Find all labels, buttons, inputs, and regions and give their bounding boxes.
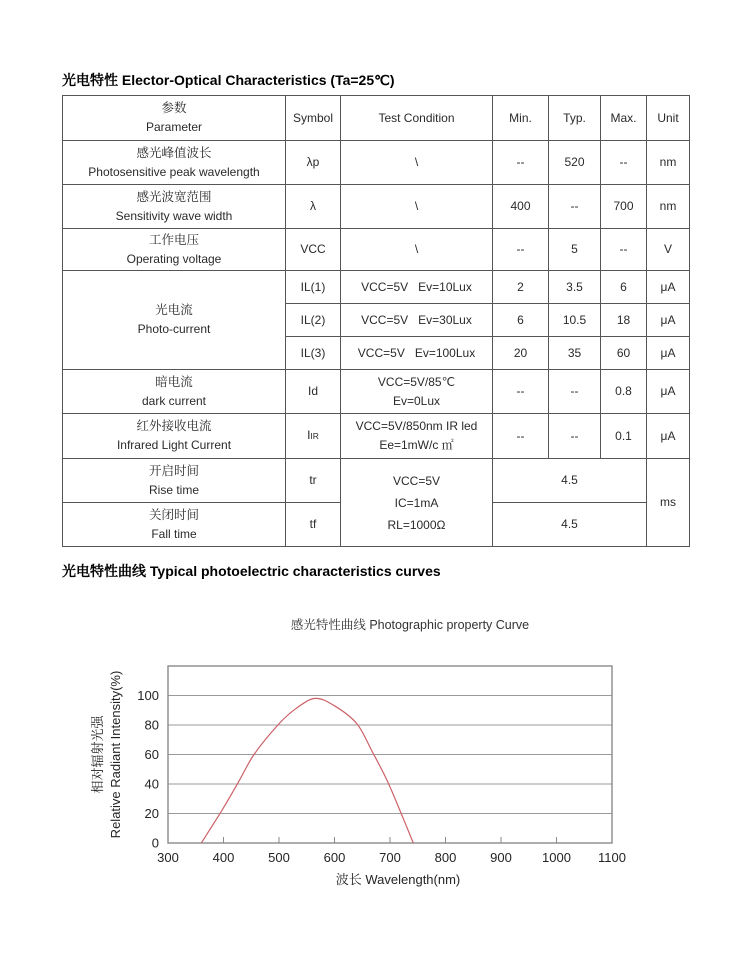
dark-condition (341, 370, 493, 414)
rise-value: 4.5 (493, 459, 647, 503)
fall-parameter (63, 503, 286, 547)
header-unit: Unit (647, 96, 690, 141)
dark-cond-line1: VCC=5V/85℃ (377, 374, 456, 389)
peak-zh: 感光峰值波长 (136, 145, 212, 160)
rise-en: Rise time (148, 482, 199, 497)
ir-cond-line2: Ee=1mW/c ㎡ (379, 438, 454, 452)
dark-en: dark current (141, 393, 207, 408)
il2-typ: 10.5 (549, 304, 601, 337)
voltage-condition: \ (341, 229, 493, 271)
table-row (63, 141, 690, 185)
il1-typ: 3.5 (549, 271, 601, 304)
header-condition: Test Condition (341, 96, 493, 141)
voltage-unit: V (647, 229, 690, 271)
photocurrent-zh: 光电流 (155, 303, 193, 317)
il1-condition: VCC=5V Ev=10Lux (341, 271, 493, 304)
peak-parameter (63, 141, 286, 185)
voltage-en: Operating voltage (126, 251, 222, 266)
rise-symbol: tr (286, 459, 341, 503)
svg-text:1100: 1100 (598, 850, 626, 865)
dark-max: 0.8 (601, 370, 647, 414)
il1-unit: μA (647, 271, 690, 304)
il3-condition: VCC=5V Ev=100Lux (341, 337, 493, 370)
chart-title: 感光特性曲线 Photographic property Curve (290, 618, 530, 632)
range-unit: nm (647, 185, 690, 229)
dark-parameter (63, 370, 286, 414)
header-parameter (63, 96, 286, 141)
svg-text:500: 500 (268, 850, 290, 865)
voltage-parameter (63, 229, 286, 271)
svg-text:400: 400 (212, 850, 235, 865)
time-unit: ms (647, 459, 690, 547)
svg-text:20: 20 (144, 806, 159, 821)
ir-zh: 红外接收电流 (136, 419, 212, 433)
il2-symbol: IL(2) (286, 304, 341, 337)
range-condition: \ (341, 185, 493, 229)
peak-unit: nm (647, 141, 690, 185)
time-cond-line3: RL=1000Ω (387, 517, 446, 532)
electro-optical-table (62, 95, 690, 547)
range-min: 400 (493, 185, 549, 229)
dark-unit: μA (647, 370, 690, 414)
peak-typ: 520 (549, 141, 601, 185)
header-typ: Typ. (549, 96, 601, 141)
il3-symbol: IL(3) (286, 337, 341, 370)
range-max: 700 (601, 185, 647, 229)
dark-cond-line2: Ev=0Lux (392, 393, 441, 408)
ir-max: 0.1 (601, 414, 647, 459)
fall-zh: 关闭时间 (148, 507, 199, 522)
peak-max: -- (601, 141, 647, 185)
fall-value: 4.5 (493, 503, 647, 547)
svg-text:700: 700 (379, 850, 401, 865)
svg-text:40: 40 (144, 776, 159, 792)
time-cond-line2: IC=1mA (394, 495, 439, 510)
fall-symbol: tf (286, 503, 341, 547)
voltage-min: -- (493, 229, 549, 271)
il3-typ: 35 (549, 337, 601, 370)
svg-text:900: 900 (490, 850, 512, 865)
table-row (63, 370, 690, 414)
rise-parameter (63, 459, 286, 503)
range-parameter (63, 185, 286, 229)
svg-text:100: 100 (137, 688, 159, 703)
ir-condition (341, 414, 493, 459)
voltage-symbol: VCC (286, 229, 341, 271)
svg-text:60: 60 (144, 747, 159, 762)
y-axis-label-zh: 相对辐射光强 (90, 715, 105, 794)
ir-en: Infrared Light Current (116, 438, 232, 452)
range-zh: 感光波宽范围 (136, 189, 212, 204)
il3-unit: μA (647, 337, 690, 370)
x-ticks (224, 837, 557, 843)
il1-max: 6 (601, 271, 647, 304)
y-gridlines (168, 696, 612, 814)
header-min: Min. (493, 96, 549, 141)
voltage-zh: 工作电压 (148, 232, 199, 247)
dark-symbol: Id (286, 370, 341, 414)
response-curve (201, 698, 413, 843)
peak-symbol: λp (286, 141, 341, 185)
il1-min: 2 (493, 271, 549, 304)
svg-text:1000: 1000 (542, 850, 571, 865)
table-header-row (63, 96, 690, 141)
section1-title: 光电特性 Elector-Optical Characteristics (Ta=25℃) (62, 72, 395, 88)
ir-typ: -- (549, 414, 601, 459)
il2-min: 6 (493, 304, 549, 337)
ir-symbol (286, 414, 341, 459)
header-parameter-zh: 参数 (161, 101, 187, 115)
svg-text:800: 800 (434, 850, 457, 865)
dark-zh: 暗电流 (155, 374, 193, 389)
ir-cond-line1: VCC=5V/850nm IR led (355, 419, 478, 433)
il3-max: 60 (601, 337, 647, 370)
il1-symbol: IL(1) (286, 271, 341, 304)
svg-text:0: 0 (151, 835, 159, 851)
ir-parameter (63, 414, 286, 459)
range-typ: -- (549, 185, 601, 229)
peak-condition: \ (341, 141, 493, 185)
svg-text:80: 80 (144, 717, 159, 733)
time-cond-line1: VCC=5V (392, 473, 441, 488)
dark-min: -- (493, 370, 549, 414)
il2-max: 18 (601, 304, 647, 337)
x-tick-labels (157, 850, 626, 865)
table-row (63, 414, 690, 459)
header-max: Max. (601, 96, 647, 141)
il2-unit: μA (647, 304, 690, 337)
section2-title: 光电特性曲线 Typical photoelectric characteristics curves (62, 563, 441, 579)
ir-unit: μA (647, 414, 690, 459)
peak-min: -- (493, 141, 549, 185)
voltage-max: -- (601, 229, 647, 271)
header-symbol: Symbol (286, 96, 341, 141)
photocurrent-en: Photo-current (137, 322, 211, 336)
il2-condition: VCC=5V Ev=30Lux (341, 304, 493, 337)
rise-zh: 开启时间 (148, 463, 199, 478)
ir-min: -- (493, 414, 549, 459)
fall-en: Fall time (151, 526, 197, 541)
range-symbol: λ (286, 185, 341, 229)
peak-en: Photosensitive peak wavelength (88, 164, 260, 179)
dark-typ: -- (549, 370, 601, 414)
spectral-response-chart (0, 640, 750, 910)
table-row (63, 229, 690, 271)
voltage-typ: 5 (549, 229, 601, 271)
y-axis-label-en: Relative Radiant Intensity(%) (108, 670, 123, 839)
range-en: Sensitivity wave width (115, 208, 233, 223)
time-condition (341, 459, 493, 547)
photocurrent-parameter (63, 271, 286, 370)
y-tick-labels (137, 688, 159, 851)
il3-min: 20 (493, 337, 549, 370)
ir-symbol-base: I (307, 428, 311, 442)
table-row (63, 271, 690, 304)
table-row (63, 459, 690, 503)
svg-text:300: 300 (157, 850, 179, 865)
svg-text:600: 600 (323, 850, 346, 865)
table-row (63, 185, 690, 229)
header-parameter-en: Parameter (145, 120, 203, 134)
x-axis-label: 波长 Wavelength(nm) (335, 872, 461, 887)
ir-symbol-sub: IR (310, 431, 319, 441)
